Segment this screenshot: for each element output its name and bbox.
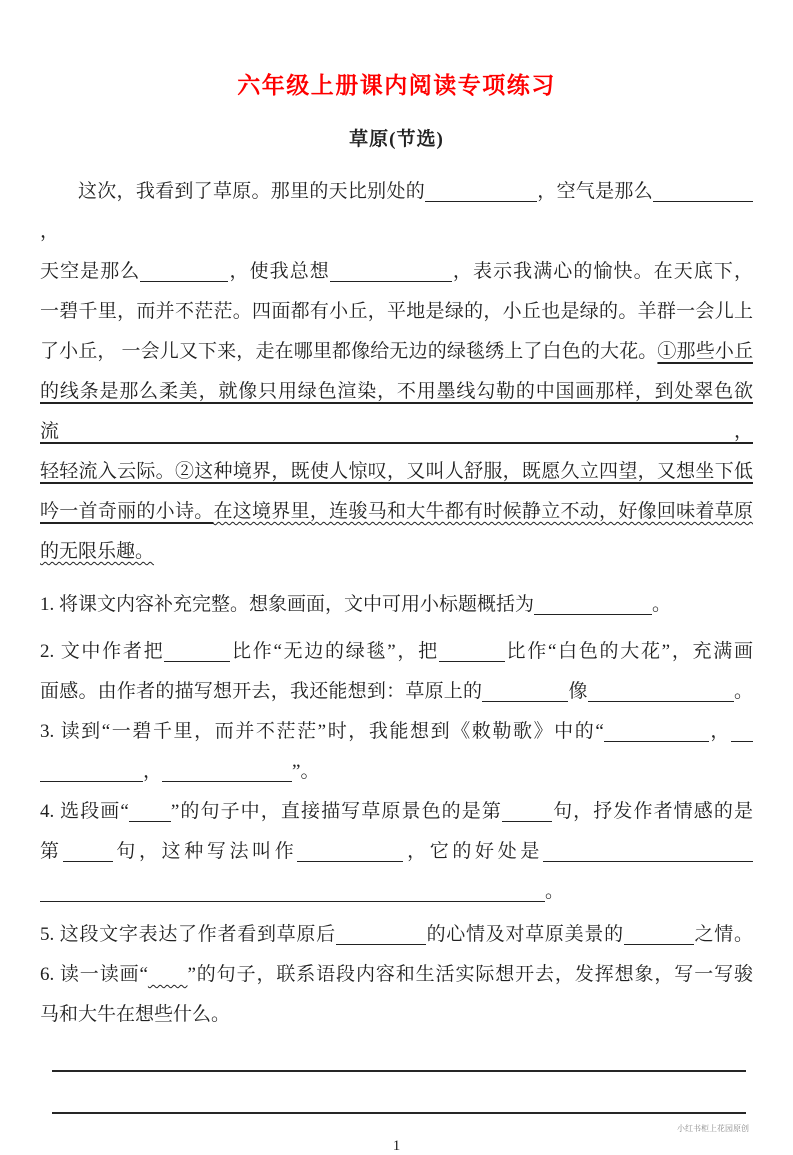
passage-title: 草原(节选) — [349, 129, 444, 150]
fill-in-blank — [425, 181, 537, 202]
text-run: ，空气是那么 — [537, 181, 653, 202]
fill-in-blank — [624, 924, 694, 945]
fill-in-blank — [534, 594, 652, 615]
answer-writing-line — [52, 1070, 746, 1072]
text-line — [40, 372, 753, 452]
answer-writing-line — [52, 1112, 746, 1114]
text-line — [40, 632, 753, 672]
text-run: 6. 读一读画“ — [40, 964, 148, 985]
text-run: 这次，我看到了草原。那里的天比别处的 — [78, 181, 426, 202]
text-line — [40, 712, 753, 752]
fill-in-blank — [40, 761, 143, 782]
wavy-mark — [148, 964, 188, 985]
fill-in-blank — [588, 681, 734, 702]
text-run: 5. 这段文字表达了作者看到草原后 — [40, 924, 336, 945]
text-run: ，它的好处是 — [403, 841, 543, 862]
text-run: 比作“白色的大花”，充满画 — [504, 641, 753, 662]
question-4 — [40, 792, 753, 912]
text-run: ”的句子中，直接描写草原景色的是第 — [170, 801, 502, 822]
fill-in-blank — [731, 721, 753, 742]
text-line — [40, 492, 753, 532]
question-3 — [40, 712, 753, 792]
text-run: 像 — [568, 681, 588, 702]
wavy-underlined-sentence: 的无限乐趣。 — [40, 541, 155, 562]
text-run: 。 — [545, 881, 565, 902]
text-run: ”的句子，联系语段内容和生活实际想开去，发挥想象，写一写骏 — [187, 964, 754, 985]
text-line — [40, 172, 753, 252]
fill-in-blank — [129, 801, 171, 822]
text-run: 1. 将课文内容补充完整。想象画面，文中可用小标题概括为 — [40, 594, 535, 615]
text-line — [40, 752, 753, 792]
question-6 — [40, 955, 753, 1035]
document-title: 六年级上册课内阅读专项练习 — [237, 73, 556, 98]
watermark: 小红书柜上花园原创 — [677, 1124, 749, 1133]
question-2 — [40, 632, 753, 712]
fill-in-blank — [297, 841, 403, 862]
text-run: 马和大牛在想些什么。 — [40, 1004, 231, 1025]
underlined-sentence: 吟一首奇丽的小诗。 — [40, 501, 214, 522]
text-line — [40, 452, 753, 492]
fill-in-blank — [482, 681, 568, 702]
text-line — [40, 995, 753, 1035]
underlined-sentence: 的线条是那么柔美，就像只用绿色渲染，不用墨线勾勒的中国画那样，到处翠色欲流， — [40, 381, 753, 442]
text-line — [40, 792, 753, 832]
fill-in-blank — [653, 181, 753, 202]
fill-in-blank — [40, 881, 545, 902]
fill-in-blank — [543, 841, 753, 862]
text-run: 句，这种写法叫作 — [112, 841, 298, 862]
text-run: ， — [143, 761, 163, 782]
text-run: ， — [708, 721, 731, 742]
text-line — [40, 672, 753, 712]
text-run: 句，抒发作者情感的是 — [551, 801, 753, 822]
fill-in-blank — [604, 721, 709, 742]
text-run: 第 — [40, 841, 63, 862]
text-line — [40, 532, 753, 572]
text-line — [40, 955, 753, 995]
text-run: 3. 读到“一碧千里，而并不茫茫”时，我能想到《敕勒歌》中的“ — [40, 721, 604, 742]
fill-in-blank — [140, 261, 228, 282]
text-run: 的心情及对草原美景的 — [425, 924, 624, 945]
text-run: 之情。 — [693, 924, 753, 945]
text-line — [40, 832, 753, 872]
fill-in-blank — [330, 261, 452, 282]
text-line — [40, 872, 753, 912]
fill-in-blank — [336, 924, 426, 945]
question-1 — [40, 585, 753, 625]
text-run: 。 — [652, 594, 672, 615]
text-line — [40, 252, 753, 292]
text-run: 面感。由作者的描写想开去，我还能想到：草原上的 — [40, 681, 483, 702]
page-number: 1 — [392, 1138, 401, 1154]
underlined-sentence: 轻轻流入云际。②这种境界，既使人惊叹，又叫人舒服，既愿久立四望，又想坐下低 — [40, 461, 753, 482]
underlined-sentence: ①那些小丘 — [657, 341, 753, 362]
text-run: 2. 文中作者把 — [40, 641, 165, 662]
fill-in-blank — [164, 641, 230, 662]
fill-in-blank — [502, 801, 552, 822]
fill-in-blank — [63, 841, 113, 862]
text-run: 天空是那么 — [40, 261, 141, 282]
text-run: 比作“无边的绿毯”，把 — [230, 641, 439, 662]
wavy-underlined-sentence: 在这境界里，连骏马和大牛都有时候静立不动，好像回味着草原 — [213, 501, 753, 522]
text-run: 4. 选段画“ — [40, 801, 129, 822]
reading-passage — [40, 172, 753, 572]
text-line — [40, 292, 753, 332]
question-list — [40, 585, 753, 1035]
fill-in-blank — [439, 641, 505, 662]
text-run: ”。 — [292, 761, 320, 782]
text-run: 一碧千里，而并不茫茫。四面都有小丘，平地是绿的，小丘也是绿的。羊群一会儿上 — [40, 301, 753, 322]
text-line — [40, 332, 753, 372]
text-line — [40, 585, 753, 625]
text-run: ，表示我满心的愉快。在天底下， — [451, 261, 753, 282]
text-run: ，使我总想 — [228, 261, 330, 282]
text-run: 了小丘， 一会儿又下来，走在哪里都像给无边的绿毯绣上了白色的大花。 — [40, 341, 658, 362]
text-line — [40, 915, 753, 955]
text-run: ， — [40, 221, 60, 242]
text-run: 。 — [733, 681, 753, 702]
question-5 — [40, 915, 753, 955]
fill-in-blank — [162, 761, 292, 782]
